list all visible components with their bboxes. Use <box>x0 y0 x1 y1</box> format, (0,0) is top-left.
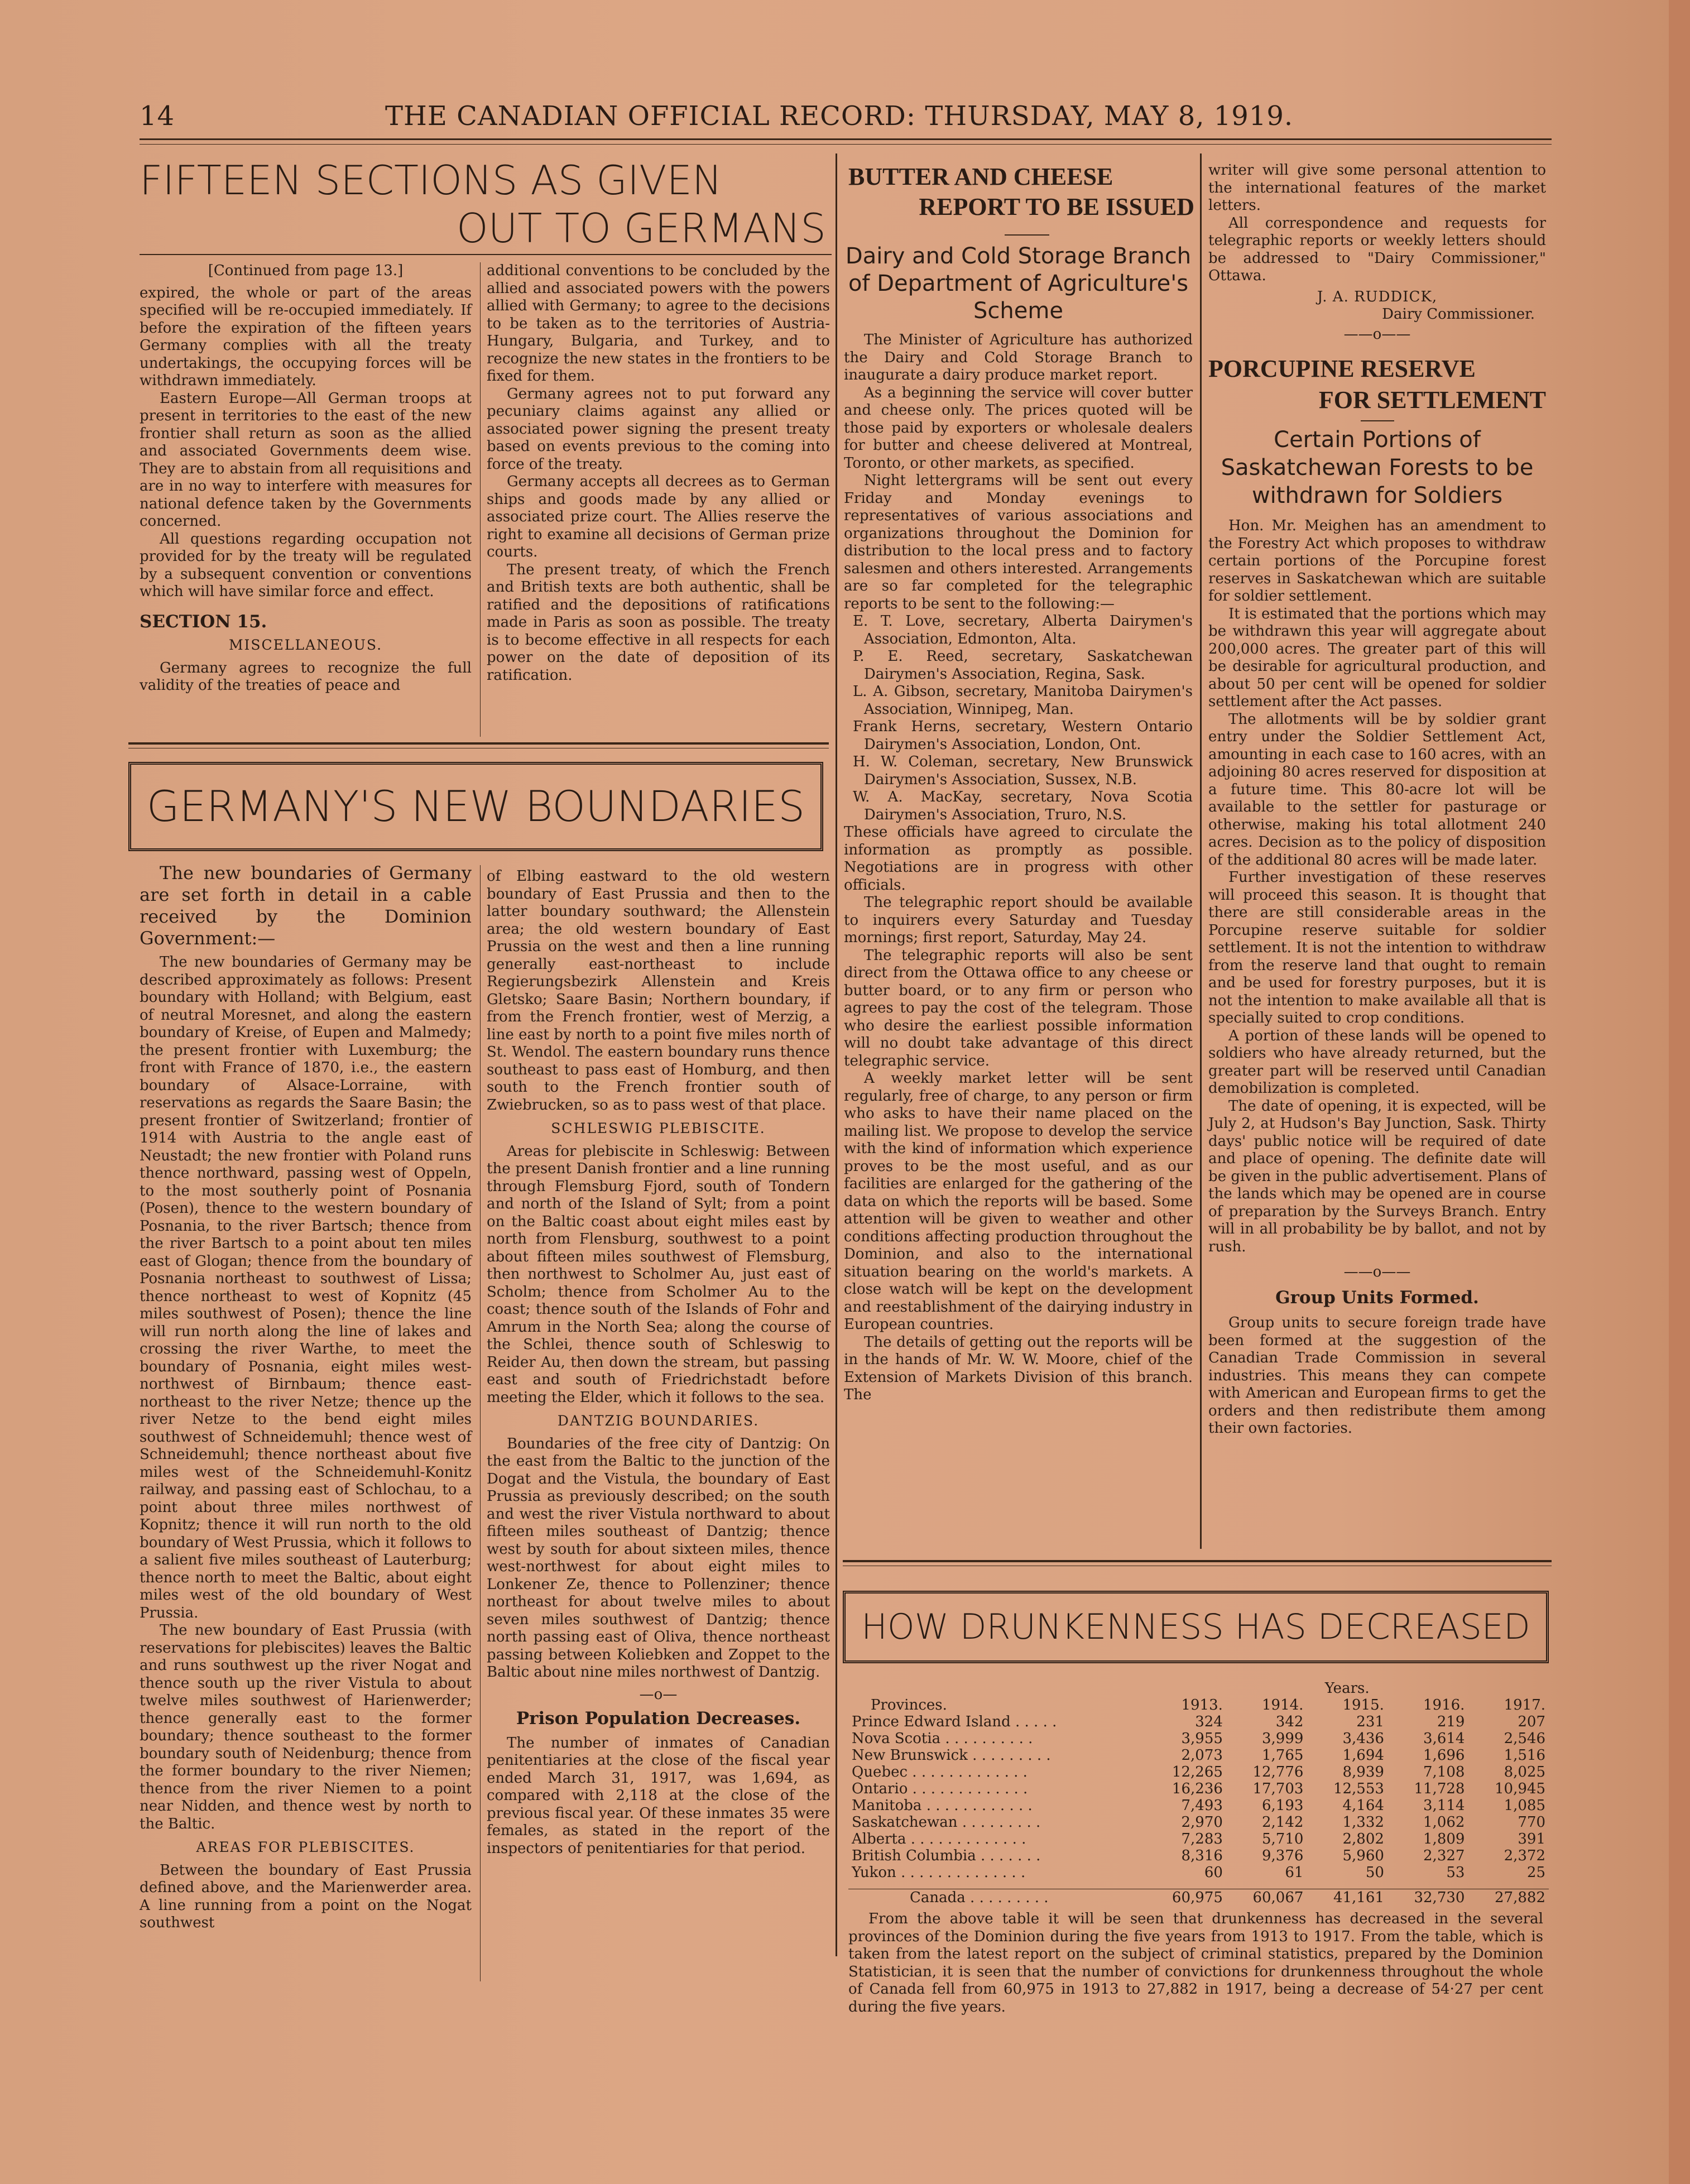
table-cell: 391 <box>1518 1831 1545 1847</box>
butter-para: As a beginning the service will cover butter and cheese only. The prices quoted will be those paid by exporters or wholesale dealers for butter and cheese delivered at Montreal, Toronto, or other markets, as specified. <box>844 384 1193 472</box>
butter-para: The details of getting out the reports will be in the hands of Mr. W. W. Moore, chief of the Extension of Markets Division of this branch. The <box>844 1333 1193 1403</box>
fifteen-para: All questions regarding occupation not provided for by the treaty will be regulated by a subsequent convention or conventions which will have similar force and effect. <box>140 530 472 600</box>
prison-heading: Prison Population Decreases. <box>516 1708 801 1729</box>
table-header-row <box>848 1697 1549 1713</box>
boundaries-title-box <box>128 762 823 851</box>
drunk-title-box <box>843 1591 1549 1663</box>
boundaries-intro: The new boundaries of Germany are set forth in detail in a cable received by the Dominion Government:— <box>140 862 472 949</box>
table-row <box>848 1713 1549 1730</box>
year-header: 1917. <box>1504 1697 1545 1713</box>
table-cell: 2,073 <box>1181 1747 1223 1764</box>
fifteen-para: Germany agrees to recognize the full validity of the treaties of peace and <box>140 659 472 694</box>
table-cell: 12,265 <box>1172 1764 1223 1780</box>
porcupine-para: Hon. Mr. Meighen has an amendment to the Forestry Act which proposes to withdraw certain portions of the Porcupine forest reserves in Saskatchewan which are suitable for soldier settlement. <box>1208 517 1546 604</box>
table-row <box>848 1864 1549 1881</box>
table-cell: 1,694 <box>1342 1747 1384 1764</box>
table-cell: 3,114 <box>1423 1797 1465 1814</box>
porcupine-para: Further investigation of these reserves will proceed this season. It is thought that there are still considerable areas in the Porcupine reserve suitable for soldier settlement. It is not the intention to withdraw from the reserve land that ought to remain and be used for forestry purposes, but it is not the intention to make available all that is specially suited to crop conditions. <box>1208 869 1546 1026</box>
table-total-row <box>848 1889 1549 1907</box>
table-cell: 5,960 <box>1342 1847 1384 1864</box>
danzig-heading: DANTZIG BOUNDARIES. <box>557 1413 760 1429</box>
header-rule-thin <box>140 144 1552 145</box>
signature-name: J. A. RUDDICK, <box>1317 288 1438 305</box>
year-header: 1913. <box>1181 1697 1223 1713</box>
table-cell: 27,882 <box>1495 1889 1545 1906</box>
recipient-item: W. A. MacKay, secretary, Nova Scotia Dairymen's Association, Truro, N.S. <box>853 789 1193 823</box>
fifteen-para: Germany agrees not to put forward any pecuniary claims against any allied or associated power signing the present treaty based on events previous to the coming into force of the treaty. <box>487 385 830 473</box>
year-header: 1915. <box>1342 1697 1384 1713</box>
province-name: British Columbia . . . . . . . <box>852 1847 1041 1864</box>
boundaries-top-rule <box>128 742 829 745</box>
table-cell: 1,332 <box>1342 1814 1384 1831</box>
table-cell: 32,730 <box>1414 1889 1465 1906</box>
table-cell: 5,710 <box>1261 1831 1304 1847</box>
column-divider-fifteen <box>480 262 481 737</box>
butter-para: All correspondence and requests for telegraphic reports or weekly letters should be addressed to "Dairy Commissioner," Ottawa. <box>1208 214 1546 284</box>
boundaries-para: The new boundaries of Germany may be described approximately as follows: Present boundary with Holland; with Belgium, east of neutral Moresnet, and along the eastern boundary of Kreise, of Eupen and Malmedy; the present frontier with Luxemburg; the front with France of 1870, i.e., the eastern boundary of Alsace-Lorraine, with reservations as regards the Saare Basin; the present frontier of Switzerland; frontier of 1914 with Austria to the angle east of Neustadt; the new frontier with Poland runs thence northward, passing west of Oppeln, to the most southerly point of Posnania (Posen), thence to the western boundary of Posnania, to the river Bartsch; thence from the river Bartsch to a point about ten miles east of Glogan; thence from the boundary of Posnania northeast to southwest of Lissa; thence northeast to west of Kopnitz (45 miles southwest of Posen); thence the line will run north along the line of lakes and crossing the river Warthe, to meet the boundary of Posnania, eight miles west-northwest of Birnbaum; thence east-northeast to the river Netze; thence up the river Netze to the bend eight miles southwest of Schneidemuhl; thence west of Schneidemuhl; thence northeast about five miles west of the Schneidemuhl-Konitz railway, and passing east of Schlochau, to a point about three miles northwest of Kopnitz; thence it will run north to the old boundary of West Prussia, which it follows to a salient five miles southeast of Lauterburg; thence north to meet the Baltic, about eight miles west of the old boundary of West Prussia. <box>140 954 472 1621</box>
province-name: Ontario . . . . . . . . . . . . . <box>852 1780 1028 1797</box>
years-label: Years. <box>1324 1680 1370 1697</box>
province-name: Manitoba . . . . . . . . . . . . <box>852 1797 1033 1814</box>
butter-headline-line1: BUTTER AND CHEESE <box>848 163 1113 190</box>
table-row <box>848 1730 1549 1747</box>
page-number: 14 <box>140 100 175 132</box>
table-cell: 207 <box>1518 1713 1545 1730</box>
fifteen-headline-line1: FIFTEEN SECTIONS AS GIVEN <box>140 157 722 204</box>
table-cell: 3,955 <box>1181 1730 1223 1747</box>
column-divider-right <box>1200 153 1202 1549</box>
boundaries-column-1 <box>140 862 472 1932</box>
boundaries-para: of Elbing eastward to the old western boundary of East Prussia and then to the latter boundary southward; the Allenstein area; the old western boundary of East Prussia on the west and then a line running generally east-northeast to include Regierungsbezirk Allenstein and Kreis Gletsko; Saare Basin; Northern boundary, if from the French frontier, west of Merzig, a line east by north to a point five miles north of St. Wendol. The eastern boundary runs thence southeast to pass east of Homburg, and then south to the French frontier south of Zwiebrucken, so as to pass west of that place. <box>487 868 830 1113</box>
group-units-para: Group units to secure foreign trade have been formed at the suggestion of the Canadian Trade Commission in several industries. This means they can compete with American and European firms to get the orders and then redistribute them among their own factories. <box>1208 1314 1546 1437</box>
butter-headline-line2: REPORT TO BE ISSUED <box>919 193 1194 220</box>
province-name: Yukon . . . . . . . . . . . . . . <box>852 1864 1026 1881</box>
butter-para: A weekly market letter will be sent regularly, free of charge, to any person or firm who asks to have their name placed on the mailing list. We propose to develop the service with the kind of information which experience proves to be the most useful, and as our facilities are enlarged for the gathering of the data on which the reports will be based. Some attention will be given to weather and other conditions affecting production throughout the Dominion, and also to the international situation bearing on the world's markets. A close watch will be kept on the development and reestablishment of the dairying industry in European countries. <box>844 1070 1193 1333</box>
fifteen-para: additional conventions to be concluded by the allied and associated powers with the powers allied with Germany; to agree to the decisions to be taken as to the territories of Austria-Hungary, Bulgaria, and Turkey, and to recognize the new states in the frontiers to be fixed for them. <box>487 262 830 385</box>
table-cell: 12,553 <box>1333 1780 1384 1797</box>
porcupine-para: The allotments will be by soldier grant entry under the Soldier Settlement Act, amounting in each case to 160 acres, with an adjoining 80 acres reserved for disposition at a future time. This 80-acre lot will be available to the settler for pasturage or otherwise, making his total allotment 240 acres. Decision as to the policy of disposition of the additional 80 acres will be made later. <box>1208 711 1546 868</box>
butter-column <box>844 243 1193 1404</box>
fifteen-para: Eastern Europe—All German troops at present in territories to the east of the new frontier shall return as soon as the allied and associated Governments deem wise. They are to abstain from all requisitions and are in no way to interfere with measures for national defence taken by the Governments concerned. <box>140 390 472 530</box>
butter-para: The telegraphic report should be available to inquirers every Saturday and Tuesday mornings; first report, Saturday, May 24. <box>844 894 1193 946</box>
column-divider-main <box>836 153 837 1956</box>
recipient-item: P. E. Reed, secretary, Saskatchewan Dairymen's Association, Regina, Sask. <box>853 648 1193 683</box>
table-cell: 342 <box>1275 1713 1304 1730</box>
table-cell: 41,161 <box>1333 1889 1384 1906</box>
fifteen-column-1 <box>140 262 472 695</box>
boundaries-headline: GERMANY'S NEW BOUNDARIES <box>146 781 805 831</box>
drunk-top-rule <box>843 1560 1552 1562</box>
boundaries-para: Areas for plebiscite in Schleswig: Between the present Danish frontier and a line running through Flemsburg Fjord, south of Tondern and north of the Island of Sylt; from a point on the Baltic coast about eight miles east by north from Flensburg, southwest to a point about fifteen miles southwest of Flemsburg, then northwest to Scholmer Au, just east of Scholm; thence from Scholmer Au to the coast; thence south of the Islands of Fohr and Amrum in the North Sea; along the course of the Schlei, thence south of Schleswig to Reider Au, then down the stream, but passing east and south of Friedrichstadt before meeting the Elder, which it follows to the sea. <box>487 1143 830 1406</box>
areas-plebiscites-heading: AREAS FOR PLEBISCITES. <box>196 1839 415 1855</box>
boundaries-para: Boundaries of the free city of Dantzig: On the east from the Baltic to the junction of the Dogat and the Vistula, the boundary of East Prussia as previously described; on the south and west the river Vistula northward to about fifteen miles southeast of Dantzig; thence west by south for about sixteen miles, thence west-northwest for about eight miles to Lonkener Ze, thence to Pollenziner; thence northeast for about twelve miles to about seven miles southwest of Dantzig; thence north passing east of Oliva, thence northeast passing between Koliebken and Zoppet to the Baltic about nine miles northwest of Dantzig. <box>487 1435 830 1681</box>
page-edge <box>1669 0 1690 2184</box>
province-name: Nova Scotia . . . . . . . . . . <box>852 1730 1033 1747</box>
table-cell: 1,085 <box>1504 1797 1545 1814</box>
table-row <box>848 1780 1549 1797</box>
fifteen-para: Germany accepts all decrees as to German ships and goods made by any allied or associated prize court. The Allies reserve the right to examine all decisions of German prize courts. <box>487 473 830 560</box>
table-row <box>848 1831 1549 1847</box>
porcupine-para: A portion of these lands will be opened to soldiers who have already returned, but the greater part will be reserved until Canadian demobilization is completed. <box>1208 1027 1546 1097</box>
table-cell: 9,376 <box>1261 1847 1304 1864</box>
signature-title: Dairy Commissioner. <box>1382 306 1535 323</box>
table-cell: 231 <box>1356 1713 1384 1730</box>
table-cell: 1,809 <box>1423 1831 1465 1847</box>
table-cell: 60 <box>1204 1864 1223 1881</box>
continued-note: [Continued from page 13.] <box>208 262 404 279</box>
table-cell: 770 <box>1518 1814 1545 1831</box>
table-cell: 25 <box>1526 1864 1545 1881</box>
table-cell: 3,999 <box>1261 1730 1304 1747</box>
province-name: Quebec . . . . . . . . . . . . . <box>852 1764 1028 1780</box>
fifteen-column-2 <box>487 262 830 684</box>
drunk-para: From the above table it will be seen that drunkenness has decreased in the several provinces of the Dominion during the five years from 1913 to 1917. From the table, which is taken from the latest report on the subject of criminal statistics, prepared by the Dominion Statistician, it is seen that the number of convictions for drunkenness throughout the whole of Canada fell from 60,975 in 1913 to 27,882 in 1917, being a decrease of 54·27 per cent during the five years. <box>848 1911 1543 2015</box>
table-cell: 8,316 <box>1181 1847 1223 1864</box>
table-cell: 2,970 <box>1181 1814 1223 1831</box>
recipient-item: E. T. Love, secretary, Alberta Dairymen's Association, Edmonton, Alta. <box>853 613 1193 647</box>
miscellaneous-subheading: MISCELLANEOUS. <box>228 637 383 653</box>
porcupine-headline-line2: FOR SETTLEMENT <box>1318 386 1546 414</box>
year-header: 1914. <box>1261 1697 1304 1713</box>
table-cell: 2,142 <box>1261 1814 1304 1831</box>
total-label: Canada . . . . . . . . . <box>910 1889 1049 1906</box>
table-cell: 8,939 <box>1342 1764 1384 1780</box>
section-separator: ——o—— <box>1343 1264 1411 1280</box>
table-cell: 12,776 <box>1252 1764 1304 1780</box>
years-label-row <box>848 1680 1549 1697</box>
province-name: New Brunswick . . . . . . . . . <box>852 1747 1051 1764</box>
year-header: 1916. <box>1423 1697 1465 1713</box>
table-cell: 3,436 <box>1342 1730 1384 1747</box>
boundaries-para: The new boundary of East Prussia (with reservations for plebiscites) leaves the Baltic and runs southwest up the river Nogat and thence south up the river Vistula to about twelve miles southwest of Harienwerder; thence generally east to the former boundary; thence southeast to the former boundary south of Neidenburg; thence from the former boundary to the river Niemen; thence from the river Niemen to a point near Nidden, and thence west by north to the Baltic. <box>140 1622 472 1832</box>
drunk-headline: HOW DRUNKENNESS HAS DECREASED <box>861 1606 1530 1647</box>
section-separator: ——o—— <box>1343 325 1411 343</box>
table-cell: 1,765 <box>1261 1747 1304 1764</box>
drunk-table-area <box>848 1680 1549 2016</box>
table-cell: 16,236 <box>1172 1780 1223 1797</box>
province-name: Saskatchewan . . . . . . . . . <box>852 1814 1041 1831</box>
table-cell: 2,802 <box>1342 1831 1384 1847</box>
publication-title: THE CANADIAN OFFICIAL RECORD: THURSDAY, MAY 8, 1919. <box>385 100 1294 132</box>
butter-headline <box>848 162 1194 222</box>
table-cell: 2,372 <box>1504 1847 1545 1864</box>
recipient-item: Frank Herns, secretary, Western Ontario Dairymen's Association, London, Ont. <box>853 718 1193 753</box>
table-cell: 4,164 <box>1342 1797 1384 1814</box>
table-cell: 8,025 <box>1504 1764 1545 1780</box>
table-cell: 1,516 <box>1504 1747 1545 1764</box>
table-cell: 1,062 <box>1423 1814 1465 1831</box>
table-cell: 219 <box>1437 1713 1465 1730</box>
provinces-header: Provinces. <box>871 1697 947 1713</box>
fifteen-headline-line2: OUT TO GERMANS <box>456 205 826 252</box>
table-cell: 17,703 <box>1252 1780 1304 1797</box>
porcupine-headline-line1: PORCUPINE RESERVE <box>1208 355 1476 382</box>
table-cell: 7,493 <box>1181 1797 1223 1814</box>
table-cell: 1,696 <box>1423 1747 1465 1764</box>
boundaries-column-2 <box>487 868 830 1857</box>
table-row <box>848 1797 1549 1814</box>
table-spacer <box>848 1881 1549 1889</box>
prison-para: The number of inmates of Canadian penitentiaries at the close of the fiscal year ended March 31, 1917, was 1,694, as compared with 2,118 at the close of the previous fiscal year. Of these inmates 35 were females, as stated in the report of the inspectors of penitentiaries for that period. <box>487 1734 830 1857</box>
butter-subheadline: Dairy and Cold Storage Branch of Department of Agriculture's Scheme <box>845 243 1192 324</box>
fifteen-sections-headline <box>140 156 832 252</box>
table-cell: 60,975 <box>1172 1889 1223 1906</box>
table-cell: 2,327 <box>1423 1847 1465 1864</box>
butter-para: writer will give some personal attention to the international features of the market letters. <box>1208 162 1546 214</box>
table-cell: 6,193 <box>1261 1797 1304 1814</box>
table-cell: 10,945 <box>1495 1780 1545 1797</box>
table-row <box>848 1814 1549 1831</box>
group-units-heading: Group Units Formed. <box>1275 1287 1479 1308</box>
table-cell: 11,728 <box>1414 1780 1465 1797</box>
fifteen-para: expired, the whole or part of the areas specified will be re-occupied immediately. If before the expiration of the fifteen years Germany complies with all the treaty undertakings, the occupying forces will be withdrawn immediately. <box>140 284 472 389</box>
table-row <box>848 1747 1549 1764</box>
province-name: Alberta . . . . . . . . . . . . . <box>852 1831 1026 1847</box>
butter-para: These officials have agreed to circulate the information as promptly as possible. Negotiations are in progress with other officials. <box>844 824 1193 894</box>
butter-para: Night lettergrams will be sent out every Friday and Monday evenings to representatives of various associations and organizations throughout the Dominion for distribution to the local press and to factory salesmen and others interested. Arrangements are so far completed for the telegraphic reports to be sent to the following:— <box>844 472 1193 612</box>
butter-rule <box>1005 234 1049 236</box>
schleswig-heading: SCHLESWIG PLEBISCITE. <box>551 1120 766 1136</box>
table-cell: 3,614 <box>1423 1730 1465 1747</box>
boundaries-para: Between the boundary of East Prussia defined above, and the Marienwerder area. A line running from a point on the Nogat southwest <box>140 1861 472 1931</box>
table-cell: 53 <box>1446 1864 1465 1881</box>
butter-para: The Minister of Agriculture has authorized the Dairy and Cold Storage Branch to inaugurate a dairy produce market report. <box>844 332 1193 383</box>
province-name: Prince Edward Island . . . . . <box>852 1713 1057 1730</box>
fifteen-rule <box>140 254 832 255</box>
drunk-summary <box>848 1911 1543 2016</box>
drunkenness-table <box>848 1680 1549 1906</box>
right-column <box>1208 162 1546 1438</box>
porcupine-rule <box>1361 420 1394 421</box>
section-separator: —o— <box>639 1686 678 1703</box>
porcupine-subheadline: Certain Portions of Saskatchewan Forests to be withdrawn for Soldiers <box>1221 427 1534 508</box>
header-rule <box>140 138 1552 140</box>
table-cell: 7,108 <box>1423 1764 1465 1780</box>
table-cell: 2,546 <box>1504 1730 1545 1747</box>
recipient-item: H. W. Coleman, secretary, New Brunswick Dairymen's Association, Sussex, N.B. <box>853 753 1193 788</box>
porcupine-headline <box>1208 353 1546 416</box>
porcupine-para: The date of opening, it is expected, will be July 2, at Hudson's Bay Junction, Sask. Thirty days' public notice will be required of date and place of opening. The definite date will be given in the public advertisement. Plans of the lands which may be opened are in course of preparation by the Surveys Branch. Entry will in all probability be by ballot, and not by rush. <box>1208 1097 1546 1255</box>
butter-para: The telegraphic reports will also be sent direct from the Ottawa office to any cheese or butter board, or to any firm or person who agrees to pay the cost of the telegram. Those who desire the earliest possible information will no doubt take advantage of this direct telegraphic service. <box>844 947 1193 1069</box>
table-cell: 50 <box>1365 1864 1384 1881</box>
fifteen-para: The present treaty, of which the French and British texts are both authentic, shall be ratified and the depositions of ratifications made in Paris as soon as possible. The treaty is to become effective in all respects for each power on the date of deposition of its ratification. <box>487 561 830 684</box>
section-15-heading: SECTION 15. <box>140 611 267 632</box>
table-cell: 60,067 <box>1252 1889 1304 1906</box>
recipient-item: L. A. Gibson, secretary, Manitoba Dairymen's Association, Winnipeg, Man. <box>853 683 1193 718</box>
table-cell: 324 <box>1195 1713 1223 1730</box>
table-cell: 7,283 <box>1181 1831 1223 1847</box>
column-divider-boundaries <box>480 865 481 1981</box>
table-row <box>848 1847 1549 1864</box>
porcupine-para: It is estimated that the portions which may be withdrawn this year will aggregate about 200,000 acres. The greater part of this will be desirable for agricultural production, and about 50 per cent will be opened for soldier settlement after the Act passes. <box>1208 605 1546 710</box>
table-cell: 61 <box>1285 1864 1304 1881</box>
table-row <box>848 1764 1549 1780</box>
